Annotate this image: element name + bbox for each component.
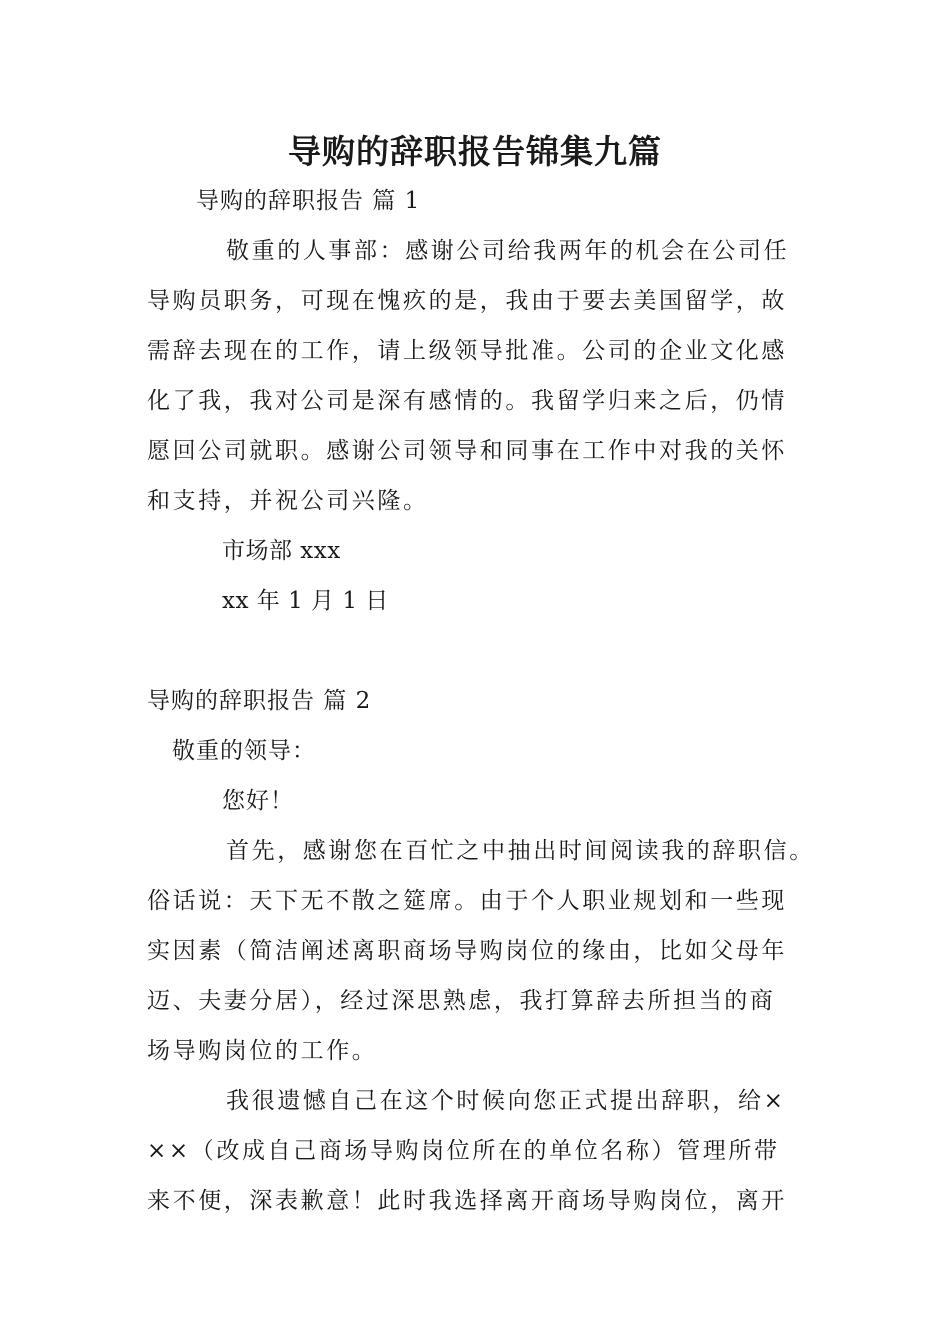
paragraph-line: 需辞去现在的工作，请上级领导批准。公司的企业文化感 (147, 338, 787, 364)
paragraph-line: 俗话说：天下无不散之筵席。由于个人职业规划和一些现 (147, 888, 787, 914)
section2-greeting: 您好！ (222, 788, 294, 814)
paragraph-line: 和支持，并祝公司兴隆。 (147, 488, 429, 514)
paragraph-line: 我很遗憾自己在这个时候向您正式提出辞职，给× (226, 1088, 786, 1114)
paragraph-line: ××（改成自己商场导购岗位所在的单位名称）管理所带 (147, 1138, 780, 1164)
paragraph-line: 愿回公司就职。感谢公司领导和同事在工作中对我的关怀 (147, 438, 787, 464)
paragraph-line: 迈、夫妻分居），经过深思熟虑，我打算辞去所担当的商 (147, 988, 776, 1014)
section1-date: xx 年 1 月 1 日 (222, 588, 389, 614)
paragraph-line: 场导购岗位的工作。 (147, 1038, 378, 1064)
section2-salutation: 敬重的领导： (172, 738, 316, 764)
paragraph-line: 实因素（简洁阐述离职商场导购岗位的缘由，比如父母年 (147, 938, 787, 964)
section1-heading: 导购的辞职报告 篇 1 (196, 188, 421, 214)
paragraph-line: 来不便，深表歉意！此时我选择离开商场导购岗位，离开 (147, 1188, 787, 1214)
paragraph-line: 导购员职务，可现在愧疚的是，我由于要去美国留学，故 (147, 288, 787, 314)
paragraph-line: 首先，感谢您在百忙之中抽出时间阅读我的辞职信。 (226, 838, 815, 864)
paragraph-line: 敬重的人事部：感谢公司给我两年的机会在公司任 (226, 238, 790, 264)
paragraph-line: 化了我，我对公司是深有感情的。我留学归来之后，仍情 (147, 388, 787, 414)
section1-signature: 市场部 xxx (222, 538, 341, 564)
document-title: 导购的辞职报告锦集九篇 (288, 132, 662, 171)
section2-heading: 导购的辞职报告 篇 2 (147, 688, 372, 714)
